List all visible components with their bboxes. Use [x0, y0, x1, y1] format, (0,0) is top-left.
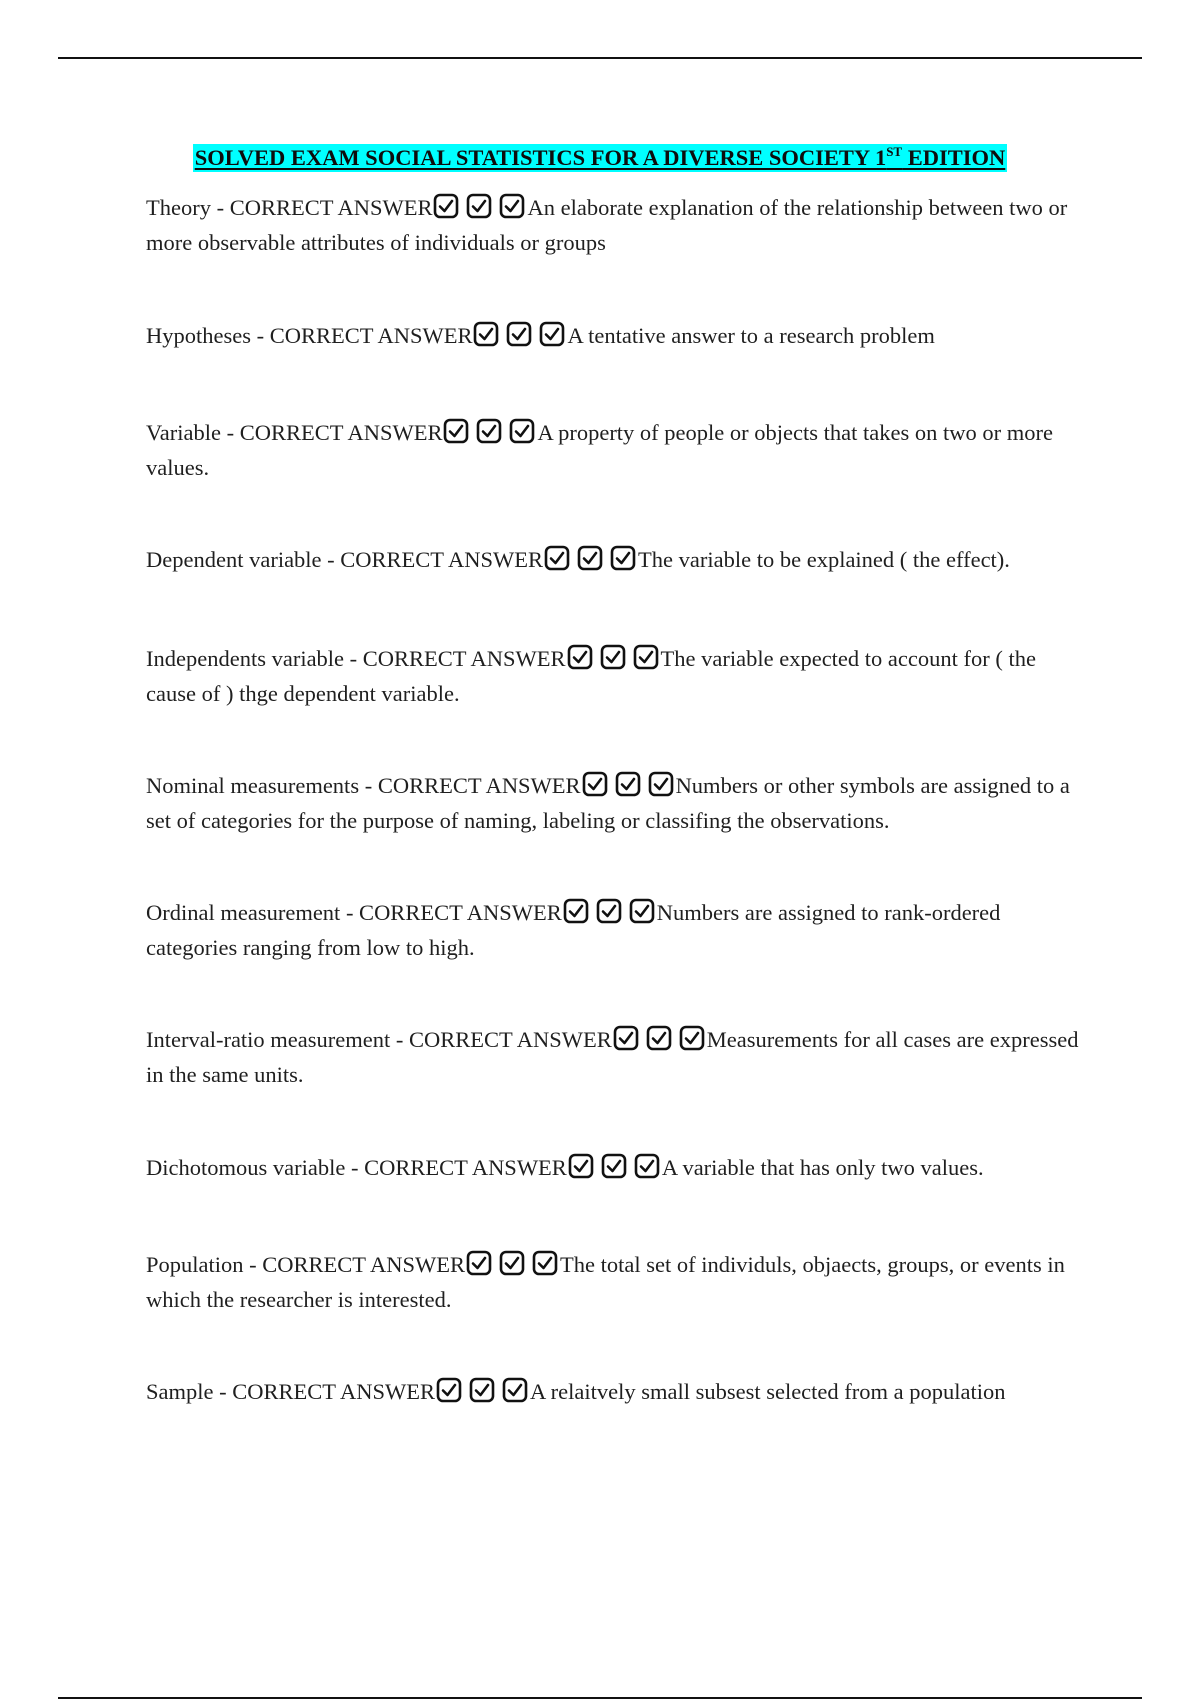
checked-box-icon: [473, 321, 499, 347]
check-icons: [613, 1025, 706, 1059]
top-rule: [58, 57, 1142, 59]
checked-box-icon: [433, 193, 459, 219]
entry-definition: Numbers or other symbols are assigned to a set of categories for the purpose of naming, labeling or classifing the observations.: [146, 773, 1070, 833]
checked-box-icon: [577, 545, 603, 571]
checked-box-icon: [469, 1377, 495, 1403]
entry-term: Hypotheses: [146, 323, 251, 348]
entry-term: Variable: [146, 420, 221, 445]
checked-box-icon: [634, 1153, 660, 1179]
checked-box-icon: [596, 898, 622, 924]
entry-term: Dependent variable: [146, 547, 322, 572]
entry-hypotheses: [146, 320, 1086, 355]
checked-box-icon: [615, 771, 641, 797]
entry-ordinal-measurement: [146, 897, 1086, 963]
entry-definition: The variable to be explained ( the effect).: [638, 547, 1010, 572]
entry-dependent-variable: [146, 544, 1086, 579]
checked-box-icon: [443, 418, 469, 444]
entry-population: [146, 1249, 1086, 1315]
entry-separator: - CORRECT ANSWER: [340, 900, 562, 925]
check-icons: [466, 1250, 559, 1284]
check-icons: [443, 418, 536, 452]
checked-box-icon: [499, 1250, 525, 1276]
title-end: EDITION: [902, 145, 1006, 170]
check-icons: [582, 771, 675, 805]
entry-definition: The total set of individuls, objaects, groups, or events in which the researcher is interested.: [146, 1252, 1065, 1312]
entry-term: Independents variable: [146, 646, 345, 671]
checked-box-icon: [629, 898, 655, 924]
entry-separator: - CORRECT ANSWER: [220, 420, 443, 445]
check-icons: [544, 545, 637, 579]
entry-separator: - CORRECT ANSWER: [213, 1379, 435, 1404]
entry-separator: - CORRECT ANSWER: [251, 323, 473, 348]
check-icons: [433, 193, 526, 227]
checked-box-icon: [532, 1250, 558, 1276]
entry-term: Theory: [146, 195, 211, 220]
title-main: SOLVED EXAM SOCIAL STATISTICS FOR A DIVERSE SOCIETY 1: [194, 145, 887, 170]
checked-box-icon: [610, 545, 636, 571]
entry-term: Nominal measurements: [146, 773, 360, 798]
checked-box-icon: [679, 1025, 705, 1051]
checked-box-icon: [648, 771, 674, 797]
entry-theory: [146, 192, 1086, 258]
entry-definition: An elaborate explanation of the relationship between two or more observable attributes of individuals or groups: [146, 195, 1068, 255]
check-icons: [473, 321, 566, 355]
title-superscript: ST: [886, 144, 903, 159]
checked-box-icon: [567, 644, 593, 670]
checked-box-icon: [646, 1025, 672, 1051]
check-icons: [568, 1153, 661, 1187]
entry-definition: A property of people or objects that takes on two or more values.: [146, 420, 1053, 480]
entry-separator: - CORRECT ANSWER: [210, 195, 433, 220]
check-icons: [563, 898, 656, 932]
entry-separator: - CORRECT ANSWER: [345, 1155, 567, 1180]
checked-box-icon: [633, 644, 659, 670]
entry-separator: - CORRECT ANSWER: [344, 646, 566, 671]
bottom-rule: [58, 1697, 1142, 1699]
checked-box-icon: [509, 418, 535, 444]
entry-separator: - CORRECT ANSWER: [321, 547, 544, 572]
title-block: [0, 144, 1200, 172]
document-title: [193, 144, 1008, 172]
entry-separator: - CORRECT ANSWER: [243, 1252, 465, 1277]
entry-term: Sample: [146, 1379, 214, 1404]
checked-box-icon: [600, 644, 626, 670]
entry-definition: Measurements for all cases are expressed in the same units.: [146, 1027, 1079, 1087]
entry-sample: [146, 1376, 1086, 1411]
checked-box-icon: [563, 898, 589, 924]
checked-box-icon: [499, 193, 525, 219]
entry-definition: A relaitvely small subsest selected from a population: [529, 1379, 1006, 1404]
entry-definition: A tentative answer to a research problem: [567, 323, 935, 348]
entry-nominal-measurements: [146, 770, 1086, 836]
entry-interval-ratio-measurement: [146, 1024, 1086, 1090]
checked-box-icon: [466, 1250, 492, 1276]
check-icons: [567, 644, 660, 678]
entry-term: Interval-ratio measurement: [146, 1027, 391, 1052]
entry-term: Population: [146, 1252, 244, 1277]
check-icons: [436, 1377, 529, 1411]
entry-definition: A variable that has only two values.: [661, 1155, 984, 1180]
entry-definition: Numbers are assigned to rank-ordered categories ranging from low to high.: [146, 900, 1001, 960]
entry-term: Ordinal measurement: [146, 900, 341, 925]
checked-box-icon: [506, 321, 532, 347]
checked-box-icon: [436, 1377, 462, 1403]
entry-separator: - CORRECT ANSWER: [390, 1027, 612, 1052]
entry-independents-variable: [146, 643, 1086, 709]
checked-box-icon: [601, 1153, 627, 1179]
checked-box-icon: [544, 545, 570, 571]
checked-box-icon: [568, 1153, 594, 1179]
checked-box-icon: [466, 193, 492, 219]
checked-box-icon: [582, 771, 608, 797]
checked-box-icon: [476, 418, 502, 444]
checked-box-icon: [502, 1377, 528, 1403]
entry-separator: - CORRECT ANSWER: [359, 773, 581, 798]
entry-definition: The variable expected to account for ( the cause of ) thge dependent variable.: [146, 646, 1036, 706]
entry-variable: [146, 417, 1086, 483]
checked-box-icon: [613, 1025, 639, 1051]
checked-box-icon: [539, 321, 565, 347]
entry-term: Dichotomous variable: [146, 1155, 346, 1180]
entry-dichotomous-variable: [146, 1152, 1086, 1187]
